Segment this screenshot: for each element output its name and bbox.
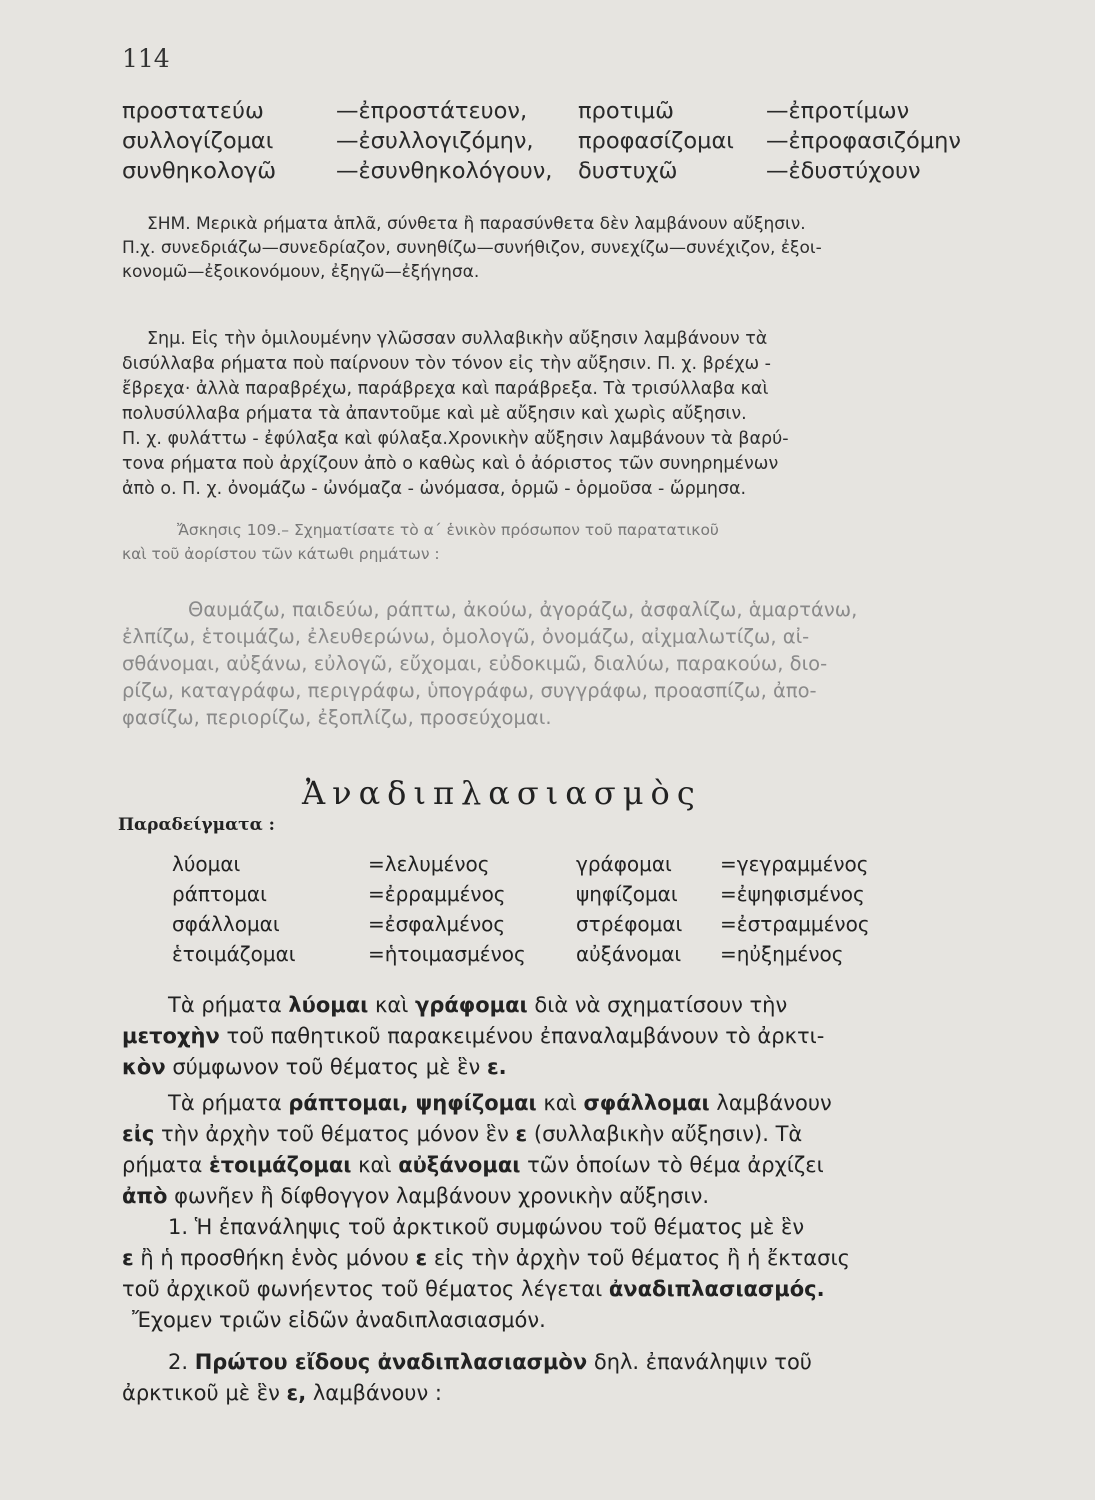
text-run: δηλ. ἐπανάληψιν τοῦ [587,1350,812,1374]
text-run: τὴν ἀρχὴν τοῦ θέματος μόνον ἓν [154,1122,516,1146]
text-line: ρίζω, καταγράφω, περιγράφω, ὑπογράφω, συγγράφω, προασπίζω, ἀπο- [122,679,817,702]
text-run: φωνῆεν ἢ δίφθογγον λαμβάνουν χρονικὴν αὔξησιν. [167,1184,710,1208]
text-line [122,1347,812,1378]
bold-term: ἀπὸ [122,1184,168,1208]
text-line [122,990,824,1021]
text-line: κονομῶ—ἐξοικονόμουν, ἐξηγῶ—ἐξήγησα. [122,262,480,282]
text-line: καὶ τοῦ ἀορίστου τῶν κάτωθι ρημάτων : [122,545,440,563]
text-line [122,1150,832,1181]
bold-term: σφάλλομαι [583,1091,710,1115]
table-cell: =ἐψηφισμένος [720,882,865,906]
text-run: Τὰ ρήματα [168,993,289,1017]
text-run: καὶ [368,993,416,1017]
table-cell: προστατεύω [122,98,264,124]
table-cell: —ἐσυνθηκολόγουν, [336,158,553,184]
table-cell: ψηφίζομαι [576,882,678,906]
spoken-language-note [122,327,789,502]
table-cell: =ἐσφαλμένος [368,912,506,936]
note-paragraph [122,212,822,284]
paragraph-2 [122,1088,832,1212]
text-run: ἀρκτικοῦ μὲ ἓν [122,1381,287,1405]
bold-term: αὐξάνομαι [398,1153,521,1177]
table-cell: =ηὐξημένος [720,942,844,966]
paragraph-4 [122,1347,812,1409]
table-cell: συλλογίζομαι [122,128,274,154]
text-run: τοῦ ἀρχικοῦ φωνήεντος τοῦ θέματος λέγεται [122,1277,609,1301]
text-line [122,1052,824,1083]
text-run: Τὰ ρήματα [168,1091,289,1115]
table-cell: =γεγραμμένος [720,852,869,876]
bold-term: μετοχὴν [122,1024,220,1048]
text-line: σθάνομαι, αὐξάνω, εὐλογῶ, εὔχομαι, εὐδοκιμῶ, διαλύω, παρακούω, διο- [122,652,828,675]
table-cell: —ἐπροτίμων [766,98,910,124]
text-line [122,1088,832,1119]
text-run: λαμβάνουν [709,1091,832,1115]
text-line: Θαυμάζω, παιδεύω, ράπτω, ἀκούω, ἀγοράζω, ἀσφαλίζω, ἁμαρτάνω, [188,598,858,621]
text-run: καὶ [536,1091,584,1115]
text-run: τοῦ παθητικοῦ παρακειμένου ἐπαναλαμβάνουν τὸ ἀρκτι- [219,1024,825,1048]
bold-term: εἰς [122,1122,155,1146]
text-run: ἢ ἡ προσθήκη ἑνὸς μόνου [133,1246,416,1270]
text-line [122,1378,812,1409]
text-line: Ἔχομεν τριῶν εἰδῶν ἀναδιπλασιασμόν. [132,1308,546,1332]
text-run: εἰς τὴν ἀρχὴν τοῦ θέματος ἢ ἡ ἔκτασις [427,1246,850,1270]
bold-term: κὸν [122,1055,166,1079]
text-line: ἔβρεχα· ἀλλὰ παραβρέχω, παράβρεχα καὶ παράβρεξα. Τὰ τρισύλλαβα καὶ [122,379,769,399]
text-line: Ἄσκησις 109.– Σχηματίσατε τὸ α΄ ἑνικὸν πρόσωπον τοῦ παρατατικοῦ [177,521,719,539]
text-line: Σημ. Εἰς τὴν ὁμιλουμένην γλῶσσαν συλλαβικὴν αὔξησιν λαμβάνουν τὰ [147,329,768,349]
table-cell: ράπτομαι [172,882,267,906]
text-run: καὶ [351,1153,399,1177]
text-run: 2. [168,1350,195,1374]
text-line [122,1181,832,1212]
text-run: (συλλαβικὴν αὔξησιν). Τὰ [527,1122,803,1146]
table-cell: σφάλλομαι [172,912,280,936]
bold-term: ε, [286,1381,307,1405]
table-cell: συνθηκολογῶ [122,158,277,184]
text-line: ΣΗΜ. Μερικὰ ρήματα ἁπλᾶ, σύνθετα ἢ παρασύνθετα δὲν λαμβάνουν αὔξησιν. [147,214,806,234]
page-number: 114 [122,44,170,73]
table-cell: =ἐστραμμένος [720,912,870,936]
table-cell: —ἐπροστάτευον, [336,98,528,124]
text-line: τονα ρήματα ποὺ ἀρχίζουν ἀπὸ ο καθὼς καὶ ὁ ἀόριστος τῶν συνηρημένων [122,454,779,474]
exercise-instruction [122,518,719,566]
table-cell: προφασίζομαι [578,128,734,154]
bold-term: ράπτομαι, ψηφίζομαι [288,1091,537,1115]
bold-term: γράφομαι [415,993,528,1017]
text-run: σύμφωνον τοῦ θέματος μὲ ἓν [165,1055,487,1079]
text-line: ἀπὸ ο. Π. χ. ὀνομάζω - ὠνόμαζα - ὠνόμασα, ὁρμῶ - ὁρμοῦσα - ὥρμησα. [122,479,747,499]
text-line [122,1021,824,1052]
bold-term: ε [122,1246,134,1270]
text-line [122,1243,850,1274]
table-cell: —ἐσυλλογιζόμην, [336,128,534,154]
bold-term: ε [515,1122,528,1146]
table-cell: στρέφομαι [576,912,683,936]
bold-term: Πρώτου εἴδους ἀναδιπλασιασμὸν [194,1350,588,1374]
text-line: ἐλπίζω, ἑτοιμάζω, ἐλευθερώνω, ὁμολογῶ, ὀνομάζω, αἰχμαλωτίζω, αἰ- [122,625,810,648]
table-cell: προτιμῶ [578,98,674,124]
text-run: διὰ νὰ σχηματίσουν τὴν [527,993,788,1017]
table-cell: =ἡτοιμασμένος [368,942,526,966]
table-cell: λύομαι [172,852,241,876]
table-cell: αὐξάνομαι [576,942,682,966]
bold-term: ε [415,1246,428,1270]
table-cell: —ἐπροφασιζόμην [766,128,961,154]
text-line: Π.χ. συνεδριάζω—συνεδρίαζον, συνηθίζω—συνήθιζον, συνεχίζω—συνέχιζον, ἐξοι- [122,238,822,258]
text-run: λαμβάνουν : [306,1381,442,1405]
table-cell: =λελυμένος [368,852,490,876]
table-cell: δυστυχῶ [578,158,678,184]
text-line: πολυσύλλαβα ρήματα τὰ ἀπαντοῦμε καὶ μὲ αὔξησιν καὶ χωρὶς αὔξησιν. [122,404,747,424]
exercise-word-list [122,596,857,731]
text-line: Π. χ. φυλάττω - ἐφύλαξα καὶ φύλαξα.Χρονικὴν αὔξησιν λαμβάνουν τὰ βαρύ- [122,429,789,449]
text-run: ρήματα [122,1153,210,1177]
section-title: Ἀναδιπλασιασμὸς [302,774,702,812]
bold-term: ἀναδιπλασιασμός. [608,1277,825,1301]
examples-label: Παραδείγματα : [118,815,275,835]
table-cell: —ἐδυστύχουν [766,158,921,184]
bold-term: ε. [486,1055,507,1079]
bold-term: ἑτοιμάζομαι [209,1153,352,1177]
text-line: φασίζω, περιορίζω, ἐξοπλίζω, προσεύχομαι. [122,706,552,729]
text-line [122,1274,850,1305]
text-line: δισύλλαβα ρήματα ποὺ παίρνουν τὸν τόνον εἰς τὴν αὔξησιν. Π. χ. βρέχω - [122,354,771,374]
table-cell: γράφομαι [576,852,672,876]
text-line: 1. Ἡ ἐπανάληψις τοῦ ἀρκτικοῦ συμφώνου τοῦ θέματος μὲ ἓν [168,1215,805,1239]
text-run: τῶν ὁποίων τὸ θέμα ἀρχίζει [520,1153,824,1177]
table-cell: =ἐρραμμένος [368,882,506,906]
table-cell: ἑτοιμάζομαι [172,942,296,966]
paragraph-1 [122,990,824,1083]
paragraph-3 [122,1212,850,1336]
bold-term: λύομαι [288,993,369,1017]
text-line [122,1119,832,1150]
